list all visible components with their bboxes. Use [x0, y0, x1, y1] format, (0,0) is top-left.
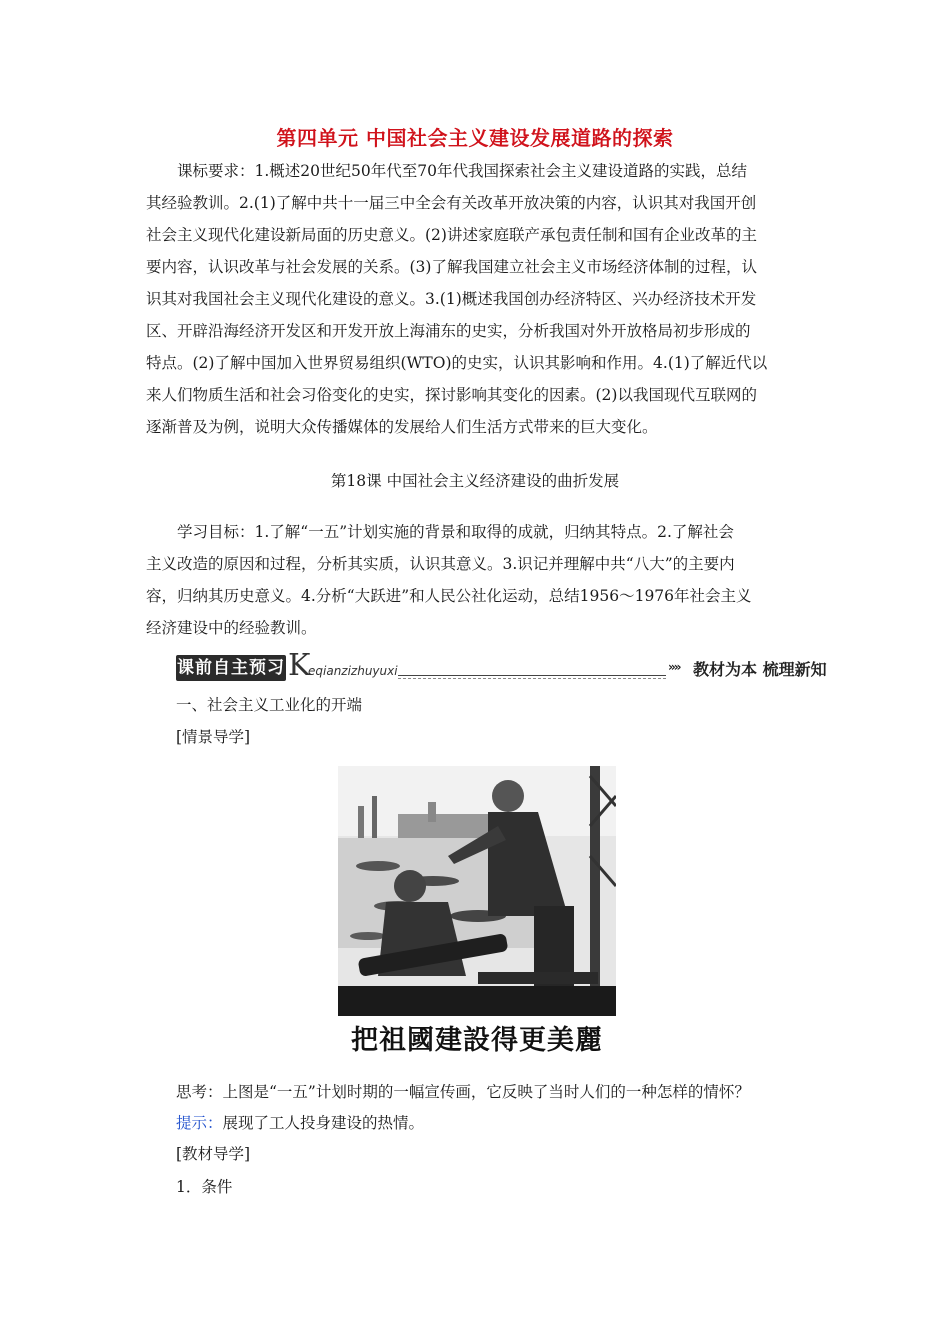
- banner-left-label: 课前自主预习: [176, 655, 286, 681]
- banner-divider-dashed: [398, 678, 666, 679]
- lesson-title: 第18课 中国社会主义经济建设的曲折发展: [330, 472, 620, 490]
- curriculum-line: 课标要求：1.概述20世纪50年代至70年代我国探索社会主义建设道路的实践，总结: [177, 162, 747, 180]
- objectives-line: 学习目标：1.了解“一五”计划实施的背景和取得的成就，归纳其特点。2.了解社会: [177, 523, 734, 541]
- objectives-line: 主义改造的原因和过程，分析其实质，认识其意义。3.识记并理解中共“八大”的主要内: [146, 555, 735, 573]
- objectives-line: 经济建设中的经验教训。: [146, 619, 317, 637]
- objectives-line: 容，归纳其历史意义。4.分析“大跃进”和人民公社化运动，总结1956～1976年社会主义: [146, 587, 752, 605]
- curriculum-line: 区、开辟沿海经济开发区和开发开放上海浦东的史实，分析我国对外开放格局初步形成的: [146, 322, 751, 340]
- question-text: 思考：上图是“一五”计划时期的一幅宣传画，它反映了当时人们的一种怎样的情怀？: [176, 1083, 750, 1101]
- list-item: 1．条件: [176, 1178, 233, 1196]
- unit-title: 第四单元 中国社会主义建设发展道路的探索: [276, 126, 674, 150]
- section-banner: [176, 648, 848, 685]
- hint-line: [176, 1111, 424, 1133]
- curriculum-line: 要内容，认识改革与社会发展的关系。(3)了解我国建立社会主义市场经济体制的过程，认: [146, 258, 757, 276]
- curriculum-line: 来人们物质生活和社会习俗变化的史实，探讨影响其变化的因素。(2)以我国现代互联网的: [146, 386, 757, 404]
- poster-illustration: [338, 766, 616, 1016]
- curriculum-line: 识其对我国社会主义现代化建设的意义。3.(1)概述我国创办经济特区、兴办经济技术开发: [146, 290, 757, 308]
- double-chevron-icon: »»: [668, 660, 680, 674]
- banner-pinyin: eqianzizhuyuxi: [308, 664, 398, 678]
- curriculum-line: 特点。(2)了解中国加入世界贸易组织(WTO)的史实，认识其影响和作用。4.(1)了解近代以: [146, 354, 768, 372]
- hint-label: 提示：: [176, 1114, 223, 1132]
- curriculum-line: 逐渐普及为例，说明大众传播媒体的发展给人们生活方式带来的巨大变化。: [146, 418, 658, 436]
- curriculum-requirements: [146, 155, 807, 443]
- hint-text: 展现了工人投身建设的热情。: [222, 1114, 425, 1132]
- curriculum-line: 其经验教训。2.(1)了解中共十一届三中全会有关改革开放决策的内容，认识其对我国开创: [146, 194, 757, 212]
- poster-caption: 把祖國建設得更美麗: [351, 1025, 603, 1056]
- banner-divider: [398, 675, 666, 676]
- propaganda-poster: [338, 766, 616, 1058]
- banner-right-label: 教材为本 梳理新知: [693, 660, 827, 679]
- textbook-label: [教材导学]: [176, 1145, 251, 1163]
- curriculum-line: 社会主义现代化建设新局面的历史意义。(2)讲述家庭联产承包责任制和国有企业改革的主: [146, 226, 757, 244]
- learning-objectives: [146, 516, 807, 644]
- section-heading: 一、社会主义工业化的开端: [176, 696, 363, 714]
- banner-k-letter: K: [288, 648, 311, 683]
- scene-label: [情景导学]: [176, 728, 251, 746]
